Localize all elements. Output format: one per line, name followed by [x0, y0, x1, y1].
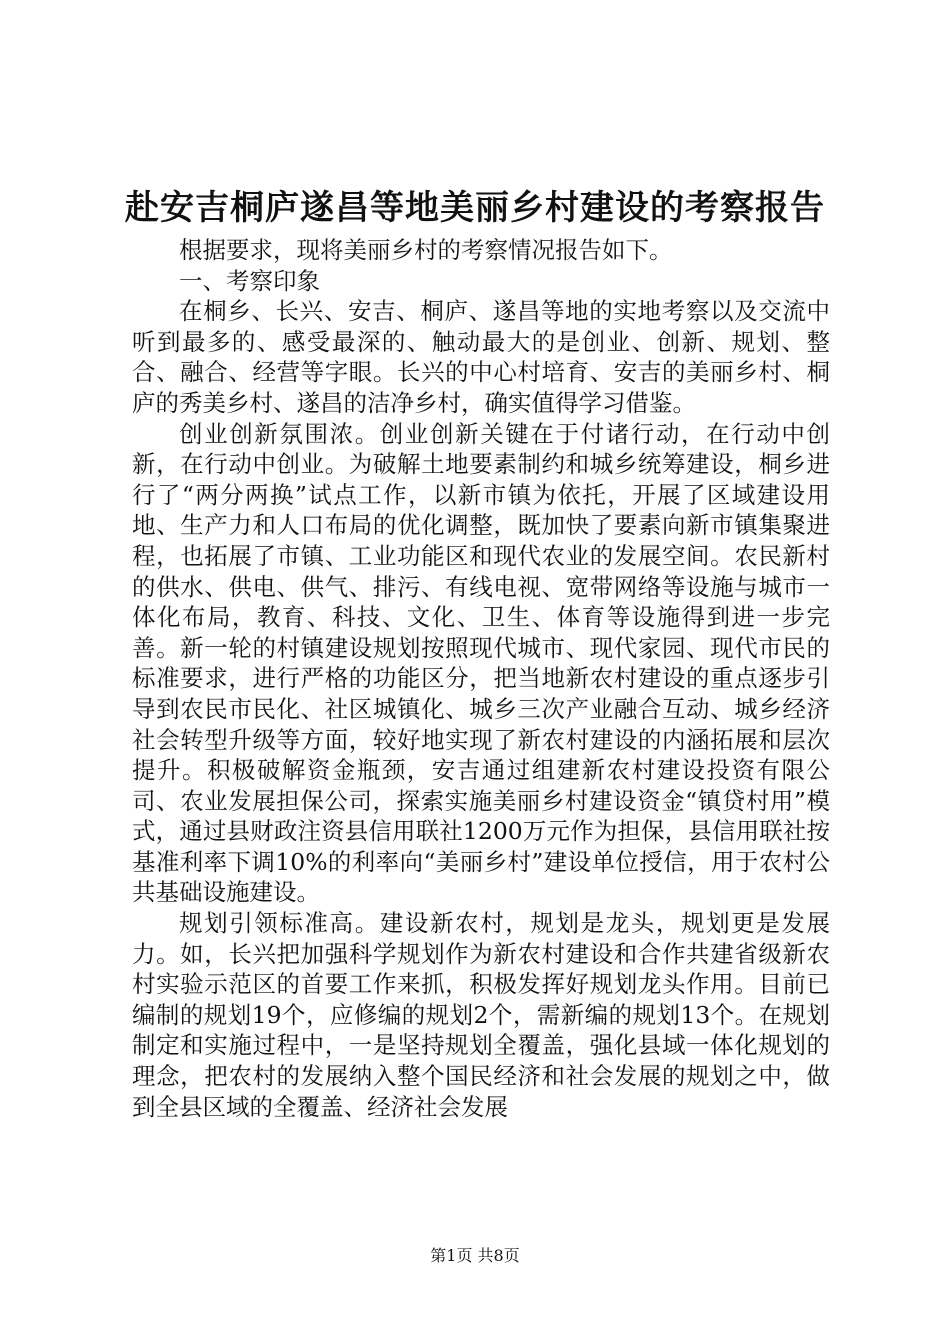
document-body	[132, 235, 830, 1122]
section-heading: 一、考察印象	[179, 266, 320, 295]
page-number: 第1页 共8页	[430, 1246, 520, 1265]
paragraph-planning: 规划引领标准高。建设新农村，规划是龙头，规划更是发展力。如，长兴把加强科学规划作为新农村建设和合作共建省级新农村实验示范区的首要工作来抓，积极发挥好规划龙头作用。目前已编制的规划19个，应修编的规划2个，需新编的规划13个。在规划制定和实施过程中，一是坚持规划全覆盖，强化县域一体化规划的理念，把农村的发展纳入整个国民经济和社会发展的规划之中，做到全县区域的全覆盖、经济社会发展	[132, 909, 830, 1121]
document-title: 赴安吉桐庐遂昌等地美丽乡村建设的考察报告	[125, 188, 825, 228]
paragraph-impression: 在桐乡、长兴、安吉、桐庐、遂昌等地的实地考察以及交流中听到最多的、感受最深的、触动最大的是创业、创新、规划、整合、融合、经营等字眼。长兴的中心村培育、安吉的美丽乡村、桐庐的秀美乡村、遂昌的洁净乡村，确实值得学习借鉴。	[132, 297, 830, 417]
paragraph-innovation: 创业创新氛围浓。创业创新关键在于付诸行动，在行动中创新，在行动中创业。为破解土地要素制约和城乡统筹建设，桐乡进行了“两分两换”试点工作，以新市镇为依托，开展了区域建设用地、生产力和人口布局的优化调整，既加快了要素向新市镇集聚进程，也拓展了市镇、工业功能区和现代农业的发展空间。农民新村的供水、供电、供气、排污、有线电视、宽带网络等设施与城市一体化布局，教育、科技、文化、卫生、体育等设施得到进一步完善。新一轮的村镇建设规划按照现代城市、现代家园、现代市民的标准要求，进行严格的功能区分，把当地新农村建设的重点逐步引导到农民市民化、社区城镇化、城乡三次产业融合互动、城乡经济社会转型升级等方面，较好地实现了新农村建设的内涵拓展和层次提升。积极破解资金瓶颈，安吉通过组建新农村建设投资有限公司、农业发展担保公司，探索实施美丽乡村建设资金“镇贷村用”模式，通过县财政注资县信用联社1200万元作为担保，县信用联社按基准利率下调10%的利率向“美丽乡村”建设单位授信，用于农村公共基础设施建设。	[132, 419, 830, 907]
paragraph-intro: 根据要求，现将美丽乡村的考察情况报告如下。	[179, 236, 673, 264]
